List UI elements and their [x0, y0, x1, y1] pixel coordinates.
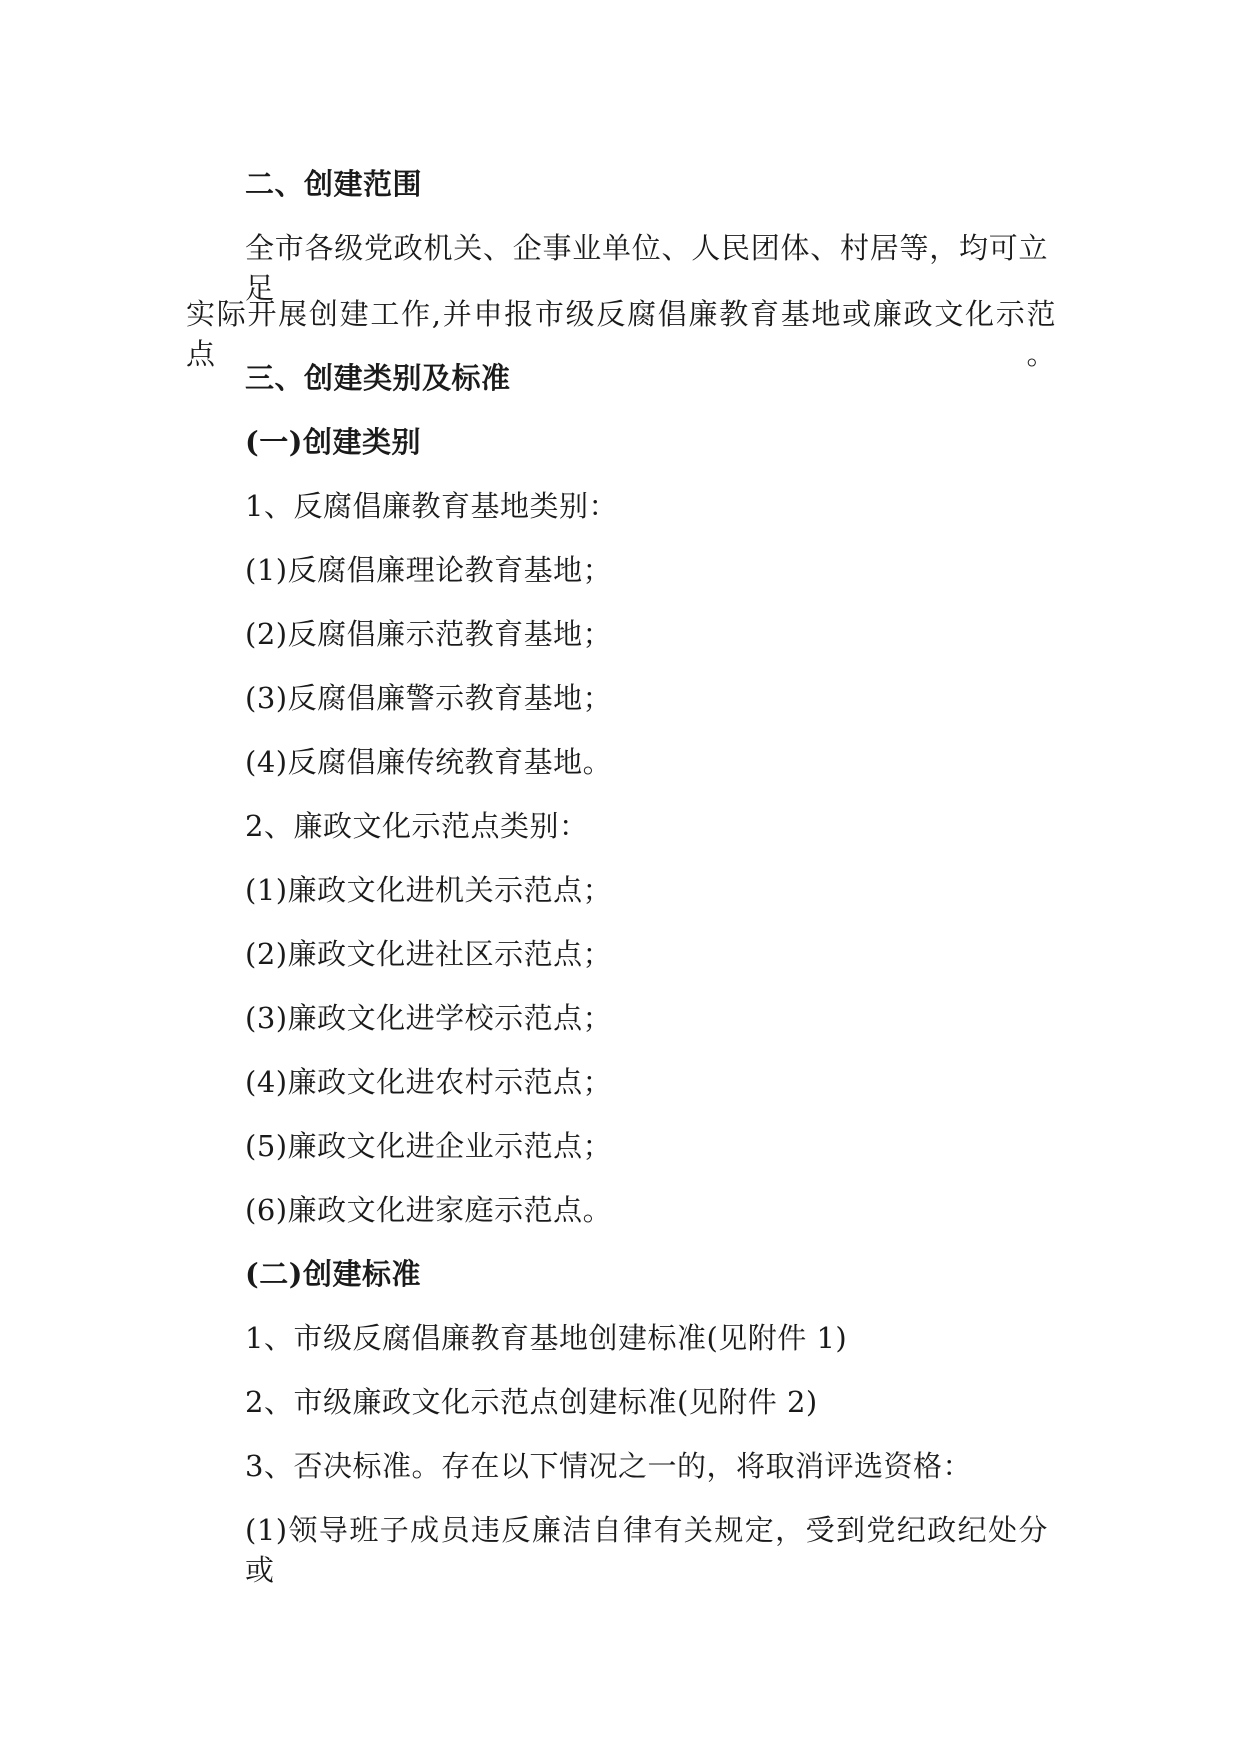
list-item: 3、否决标准。存在以下情况之一的，将取消评选资格： — [245, 1449, 972, 1483]
list-item: (4)廉政文化进农村示范点； — [245, 1065, 613, 1099]
list-item: 2、市级廉政文化示范点创建标准(见附件 2) — [245, 1385, 818, 1419]
list-item: (1)领导班子成员违反廉洁自律有关规定，受到党纪政纪处分或 — [245, 1513, 1048, 1587]
list-item: (1)反腐倡廉理论教育基地； — [245, 553, 613, 587]
list-item: 1、市级反腐倡廉教育基地创建标准(见附件 1) — [245, 1321, 848, 1355]
section-3-heading: 三、创建类别及标准 — [245, 361, 511, 395]
section-2-paragraph-line-2: 实际开展创建工作,并申报市级反腐倡廉教育基地或廉政文化示范点。 — [186, 297, 1056, 371]
subsection-1-heading: (一)创建类别 — [245, 425, 421, 459]
list-item: (4)反腐倡廉传统教育基地。 — [245, 745, 613, 779]
section-2-heading: 二、创建范围 — [245, 167, 423, 201]
section-2-paragraph-line-1: 全市各级党政机关、企事业单位、人民团体、村居等，均可立足 — [245, 231, 1048, 305]
category-1-title: 1、反腐倡廉教育基地类别： — [245, 489, 618, 523]
subsection-2-heading: (二)创建标准 — [245, 1257, 421, 1291]
list-item: (6)廉政文化进家庭示范点。 — [245, 1193, 613, 1227]
list-item: (5)廉政文化进企业示范点； — [245, 1129, 613, 1163]
category-2-title: 2、廉政文化示范点类别： — [245, 809, 589, 843]
list-item: (2)廉政文化进社区示范点； — [245, 937, 613, 971]
list-item: (3)廉政文化进学校示范点； — [245, 1001, 613, 1035]
list-item: (3)反腐倡廉警示教育基地； — [245, 681, 613, 715]
list-item: (1)廉政文化进机关示范点； — [245, 873, 613, 907]
list-item: (2)反腐倡廉示范教育基地； — [245, 617, 613, 651]
